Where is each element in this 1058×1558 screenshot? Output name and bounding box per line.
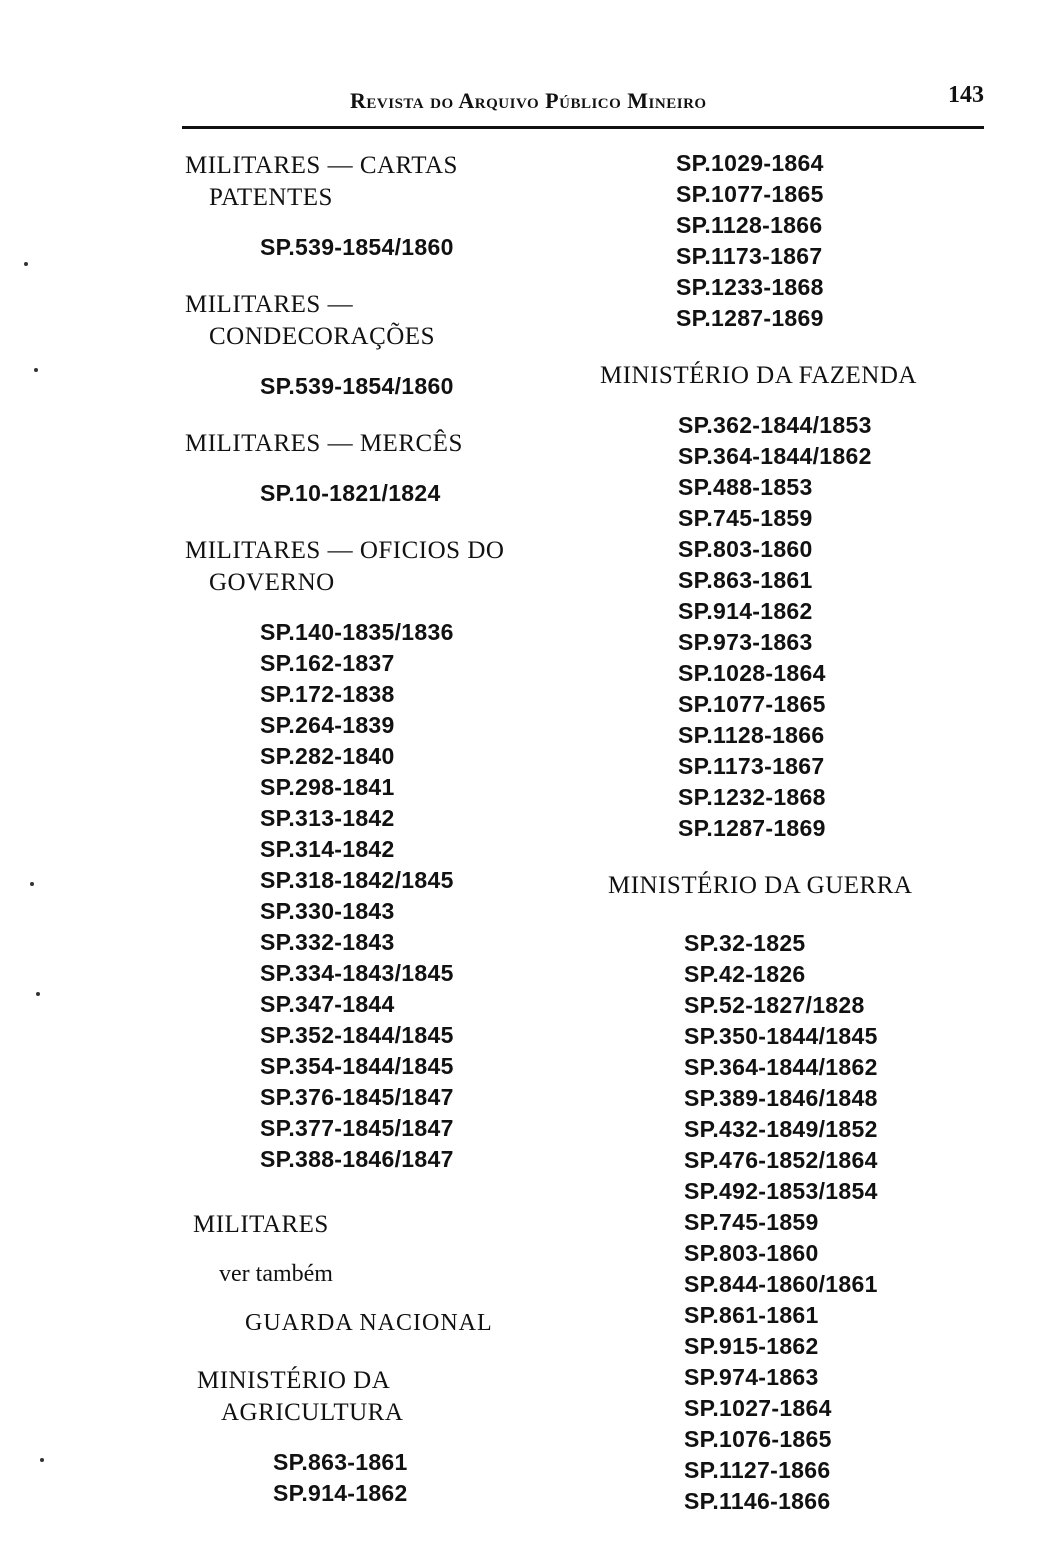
reference-entry: SP.973-1863 (678, 629, 813, 655)
reference-entry: SP.377-1845/1847 (260, 1115, 454, 1141)
heading-line: MILITARES — (185, 291, 354, 318)
reference-entry: SP.282-1840 (260, 743, 395, 769)
reference-entry: SP.432-1849/1852 (684, 1116, 878, 1142)
see-also-target: GUARDA NACIONAL (245, 1310, 493, 1336)
reference-entry: SP.1076-1865 (684, 1426, 832, 1452)
reference-entry: SP.172-1838 (260, 681, 395, 707)
reference-entry: SP.1173-1867 (676, 243, 823, 269)
reference-entry: SP.1287-1869 (678, 815, 826, 841)
running-header (182, 78, 984, 129)
reference-list (185, 232, 565, 263)
entry-heading: MINISTÉRIO DA GUERRA (608, 872, 913, 899)
reference-entry: SP.354-1844/1845 (260, 1053, 454, 1079)
reference-entry: SP.1127-1866 (684, 1457, 831, 1483)
reference-entry: SP.1077-1865 (678, 691, 826, 717)
reference-entry: SP.1146-1866 (684, 1488, 831, 1514)
reference-entry: SP.32-1825 (684, 930, 806, 956)
reference-entry: SP.332-1843 (260, 929, 395, 955)
reference-entry: SP.264-1839 (260, 712, 395, 738)
reference-entry: SP.362-1844/1853 (678, 412, 872, 438)
reference-entry: SP.844-1860/1861 (684, 1271, 878, 1297)
reference-entry: SP.376-1845/1847 (260, 1084, 454, 1110)
scan-speck (40, 1458, 44, 1462)
reference-entry: SP.863-1861 (678, 567, 813, 593)
reference-entry: SP.162-1837 (260, 650, 395, 676)
reference-list (185, 1447, 565, 1509)
reference-entry: SP.745-1859 (684, 1209, 819, 1235)
entry-heading (185, 535, 565, 599)
reference-entry: SP.10-1821/1824 (260, 480, 441, 506)
left-column (185, 150, 565, 1509)
reference-entry: SP.745-1859 (678, 505, 813, 531)
entry-heading (185, 1365, 565, 1429)
entry-heading (185, 150, 565, 214)
heading-line: MINISTÉRIO DA (197, 1367, 391, 1394)
reference-entry: SP.330-1843 (260, 898, 395, 924)
reference-entry: SP.42-1826 (684, 961, 806, 987)
right-column (600, 150, 1000, 1517)
reference-entry: SP.1173-1867 (678, 753, 825, 779)
scan-speck (24, 262, 28, 266)
entry-heading (185, 428, 565, 460)
reference-entry: SP.803-1860 (684, 1240, 819, 1266)
reference-entry: SP.1232-1868 (678, 784, 826, 810)
reference-entry: SP.488-1853 (678, 474, 813, 500)
reference-entry: SP.914-1862 (678, 598, 813, 624)
reference-list (185, 371, 565, 402)
reference-entry: SP.1287-1869 (676, 305, 824, 331)
reference-list (600, 928, 1000, 1517)
reference-entry: SP.915-1862 (684, 1333, 819, 1359)
reference-entry: SP.334-1843/1845 (260, 960, 454, 986)
heading-line: PATENTES (209, 184, 333, 211)
reference-entry: SP.388-1846/1847 (260, 1146, 454, 1172)
reference-entry: SP.350-1844/1845 (684, 1023, 878, 1049)
left-entries (185, 150, 565, 1201)
reference-entry: SP.140-1835/1836 (260, 619, 454, 645)
reference-list (600, 148, 1000, 334)
scan-speck (30, 882, 34, 886)
page-number: 143 (948, 82, 984, 108)
scan-speck (34, 368, 38, 372)
reference-entry: SP.863-1861 (273, 1449, 408, 1475)
reference-entry: SP.352-1844/1845 (260, 1022, 454, 1048)
entry-heading (185, 289, 565, 353)
reference-entry: SP.539-1854/1860 (260, 373, 454, 399)
reference-entry: SP.803-1860 (678, 536, 813, 562)
heading-line: CONDECORAÇÕES (209, 323, 435, 350)
reference-list (185, 478, 565, 509)
reference-entry: SP.389-1846/1848 (684, 1085, 878, 1111)
heading-line: AGRICULTURA (221, 1399, 404, 1426)
journal-title: Revista do Arquivo Público Mineiro (350, 88, 707, 113)
scan-speck (36, 992, 40, 996)
reference-entry: SP.1128-1866 (678, 722, 825, 748)
heading-line: MILITARES — MERCÊS (185, 430, 463, 457)
reference-entry: SP.313-1842 (260, 805, 395, 831)
reference-entry: SP.476-1852/1864 (684, 1147, 878, 1173)
reference-list (600, 410, 1000, 844)
reference-entry: SP.914-1862 (273, 1480, 408, 1506)
reference-entry: SP.1233-1868 (676, 274, 824, 300)
reference-entry: SP.52-1827/1828 (684, 992, 865, 1018)
reference-entry: SP.318-1842/1845 (260, 867, 454, 893)
reference-entry: SP.1029-1864 (676, 150, 824, 176)
reference-entry: SP.492-1853/1854 (684, 1178, 878, 1204)
reference-entry: SP.1128-1866 (676, 212, 823, 238)
reference-entry: SP.364-1844/1862 (678, 443, 872, 469)
reference-entry: SP.347-1844 (260, 991, 395, 1017)
heading-line: GOVERNO (209, 569, 335, 596)
reference-entry: SP.974-1863 (684, 1364, 819, 1390)
entry-heading: MILITARES (193, 1211, 329, 1238)
heading-line: MILITARES — OFICIOS DO (185, 537, 505, 564)
see-also-label: ver também (219, 1261, 333, 1287)
heading-line: MILITARES — CARTAS (185, 152, 458, 179)
reference-entry: SP.364-1844/1862 (684, 1054, 878, 1080)
reference-entry: SP.1028-1864 (678, 660, 826, 686)
entry-heading: MINISTÉRIO DA FAZENDA (600, 362, 917, 389)
reference-entry: SP.1027-1864 (684, 1395, 832, 1421)
reference-entry: SP.298-1841 (260, 774, 395, 800)
reference-entry: SP.1077-1865 (676, 181, 824, 207)
reference-entry: SP.314-1842 (260, 836, 395, 862)
reference-entry: SP.539-1854/1860 (260, 234, 454, 260)
reference-list (185, 617, 565, 1175)
reference-entry: SP.861-1861 (684, 1302, 819, 1328)
